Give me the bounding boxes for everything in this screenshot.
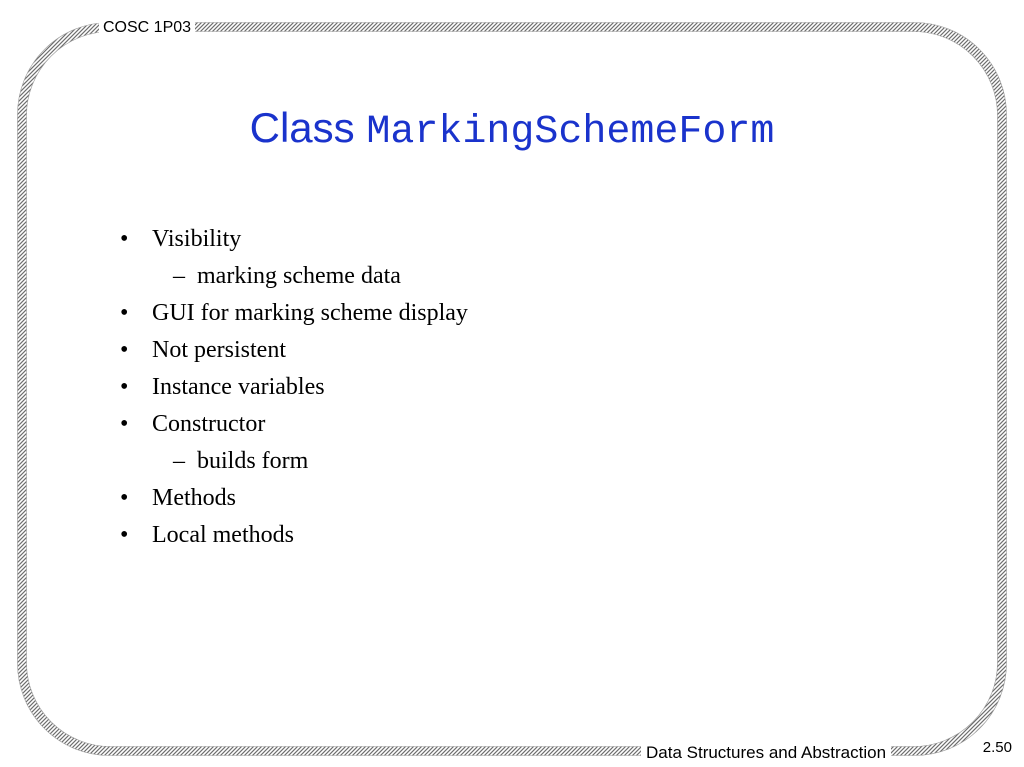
bullet-marker: •	[120, 411, 129, 437]
bullet-marker: •	[120, 485, 129, 511]
title-word: Class	[249, 104, 355, 151]
bullet-text: marking scheme data	[197, 263, 401, 289]
bullet-text: Visibility	[152, 226, 242, 252]
course-label: COSC 1P03	[99, 18, 195, 38]
dash-marker: –	[173, 448, 185, 474]
bullet-marker: •	[120, 374, 129, 400]
bullet-text: Constructor	[152, 411, 266, 437]
bullet-marker: •	[120, 226, 129, 252]
bullet-text: Not persistent	[152, 337, 286, 363]
bullet-text: builds form	[197, 448, 309, 474]
slide-title	[0, 96, 1024, 165]
bullet-marker: •	[120, 522, 129, 548]
bullet-text: GUI for marking scheme display	[152, 300, 468, 326]
bullet-marker: •	[120, 300, 129, 326]
dash-marker: –	[173, 263, 185, 289]
bullet-text: Methods	[152, 485, 236, 511]
footer-label: Data Structures and Abstraction	[641, 742, 891, 764]
title-class-name: MarkingSchemeForm	[366, 110, 775, 155]
bullet-text: Local methods	[152, 522, 294, 548]
bullet-marker: •	[120, 337, 129, 363]
bullet-text: Instance variables	[152, 374, 325, 400]
page-number: 2.50	[982, 739, 1012, 756]
